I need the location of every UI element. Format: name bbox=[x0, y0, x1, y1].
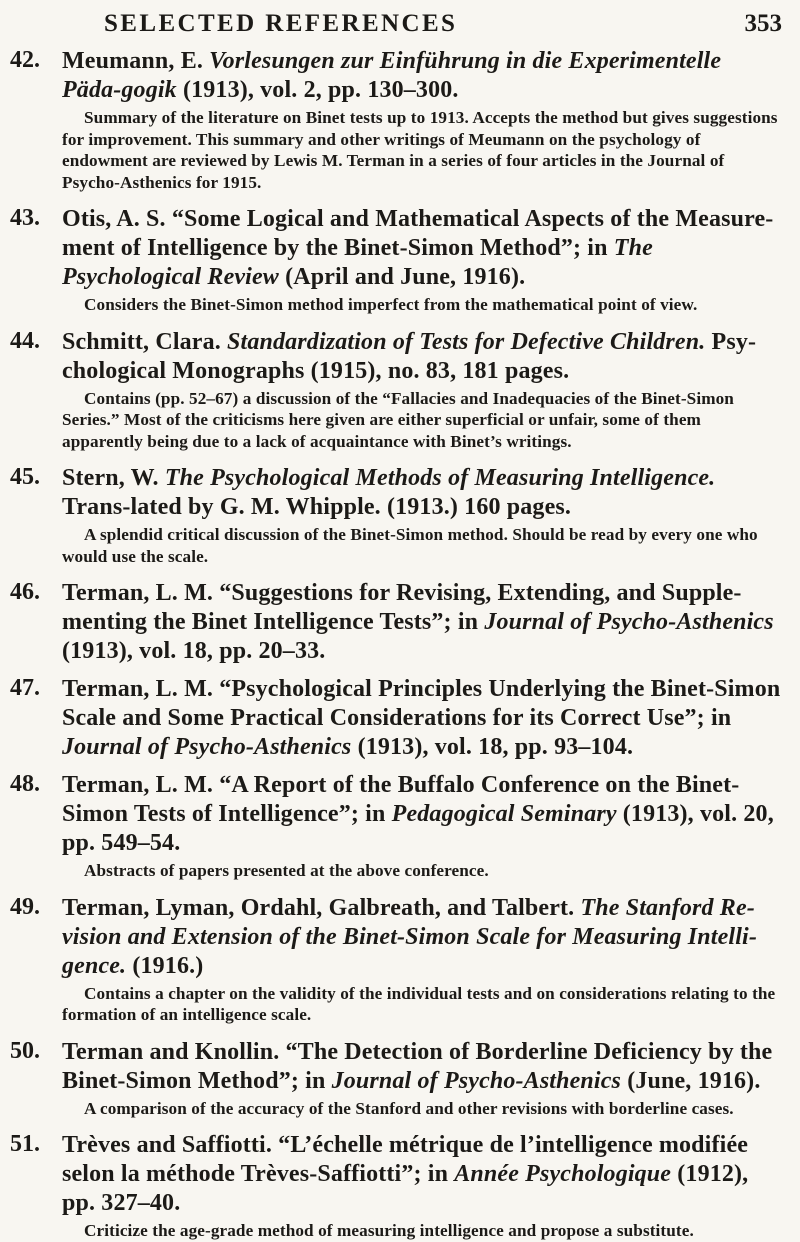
citation-title: Journal of Psycho-Asthenics bbox=[331, 1067, 622, 1094]
reference-entry bbox=[0, 894, 800, 1026]
citation-title: Pedagogical Seminary bbox=[391, 801, 617, 827]
citation bbox=[62, 894, 782, 981]
citation-title: The Stanford Re-vision and Extension of the Binet-Simon Scale for Measuring Intelli-gence. bbox=[62, 894, 757, 979]
reference-number: 45. bbox=[10, 464, 40, 490]
citation-text: (1912), pp. 327–40. bbox=[62, 1161, 749, 1216]
citation bbox=[62, 47, 782, 105]
reference-entry bbox=[0, 328, 800, 453]
citation-title: Journal of Psycho-Asthenics bbox=[62, 734, 352, 760]
citation-title: Vorlesungen zur Einführung in die Experimentelle Päda-gogik bbox=[62, 48, 722, 103]
reference-number: 47. bbox=[10, 675, 40, 701]
citation-text: Otis, A. S. “Some Logical and Mathematical Aspects of the Measure-ment of Intelligence by the Binet-Simon Method”; in bbox=[62, 206, 774, 261]
citation bbox=[62, 771, 782, 858]
annotation: Abstracts of papers presented at the above conference. bbox=[84, 861, 489, 880]
citation-text: (April and June, 1916). bbox=[278, 264, 526, 290]
citation bbox=[62, 1131, 782, 1218]
annotation: A splendid critical discussion of the Binet-Simon method. Should be read by every one who would use the scale. bbox=[62, 525, 758, 566]
reference-number: 44. bbox=[10, 327, 40, 354]
citation-title: The Psychological Methods of Measuring Intelligence. bbox=[164, 465, 716, 491]
citation-text: Terman, L. M. “A Report of the Buffalo Conference on the Binet-Simon Tests of Intelligence”; in bbox=[62, 772, 740, 827]
citation bbox=[62, 1038, 782, 1096]
running-head: SELECTED REFERENCES bbox=[104, 10, 458, 37]
reference-entry bbox=[0, 675, 800, 762]
citation-title: The Psychological Review bbox=[62, 235, 653, 290]
annotation: Contains (pp. 52–67) a discussion of the “Fallacies and Inadequacies of the Binet-Simon Series.” Most of the criticisms here given are either superficial or unfair, some of them apparently being due to a lack of acquaintance with Binet’s writings. bbox=[62, 388, 734, 451]
citation bbox=[62, 205, 782, 292]
citation bbox=[62, 675, 782, 762]
citation-text: (1916.) bbox=[126, 952, 204, 979]
annotation: Contains a chapter on the validity of the individual tests and on considerations relating to the formation of an intelligence scale. bbox=[62, 983, 776, 1024]
page-number: 353 bbox=[744, 10, 782, 37]
annotation: Summary of the literature on Binet tests up to 1913. Accepts the method but gives suggestions for improvement. This summary and other writings of Meumann on the psychology of endowment are reviewed by Lewis M. Terman in a series of four articles in the Journal of Psycho-Asthenics for 1915. bbox=[62, 108, 778, 192]
citation-text: Terman, L. M. “Psychological Principles Underlying the Binet-Simon Scale and Some Practical Considerations for its Correct Use”; in bbox=[62, 676, 781, 731]
citation-title: Journal of Psycho-Asthenics bbox=[484, 609, 774, 635]
reference-entry bbox=[0, 1038, 800, 1120]
annotation: Considers the Binet-Simon method imperfect from the mathematical point of view. bbox=[84, 295, 698, 314]
citation-text: Trèves and Saffiotti. “L’échelle métrique de l’intelligence modifiée selon la méthode Trèves-Saffiotti”; in bbox=[62, 1132, 749, 1187]
citation-text: (1913), vol. 18, pp. 93–104. bbox=[351, 734, 634, 760]
citation bbox=[62, 464, 782, 522]
citation bbox=[62, 328, 782, 386]
citation-text: (1913), vol. 18, pp. 20–33. bbox=[62, 638, 326, 664]
citation-text: Psy-chological Monographs (1915), no. 83, 181 pages. bbox=[62, 328, 757, 384]
reference-entry bbox=[0, 464, 800, 567]
citation-text: Trans-lated by G. M. Whipple. (1913.) 160 pages. bbox=[62, 494, 572, 520]
reference-entry bbox=[0, 1131, 800, 1242]
citation-text: Terman, Lyman, Ordahl, Galbreath, and Talbert. bbox=[62, 894, 581, 921]
page-header bbox=[62, 10, 782, 40]
citation-text: Stern, W. bbox=[62, 465, 165, 491]
annotation: Criticize the age-grade method of measuring intelligence and propose a substitute. bbox=[84, 1221, 694, 1240]
citation-title: Année Psychologique bbox=[454, 1161, 672, 1187]
reference-number: 49. bbox=[10, 893, 40, 920]
citation-text: (1913), vol. 2, pp. 130–300. bbox=[176, 77, 459, 103]
citation-text: Terman and Knollin. “The Detection of Borderline Deficiency by the Binet-Simon Method”; in bbox=[62, 1038, 773, 1094]
citation-text: Terman, L. M. “Suggestions for Revising, Extending, and Supple-menting the Binet Intelligence Tests”; in bbox=[62, 580, 742, 635]
reference-number: 51. bbox=[10, 1131, 40, 1157]
citation-text: Schmitt, Clara. bbox=[62, 328, 228, 355]
reference-number: 50. bbox=[10, 1037, 40, 1064]
reference-entry bbox=[0, 205, 800, 316]
reference-number: 48. bbox=[10, 771, 40, 797]
citation-text: Meumann, E. bbox=[62, 48, 210, 74]
citation bbox=[62, 579, 782, 666]
citation-title: Standardization of Tests for Defective Children. bbox=[227, 328, 706, 355]
reference-number: 46. bbox=[10, 579, 40, 605]
citation-text: (June, 1916). bbox=[621, 1067, 761, 1094]
citation-text: (1913), vol. 20, pp. 549–54. bbox=[62, 801, 774, 856]
reference-entry bbox=[0, 47, 800, 193]
reference-entry bbox=[0, 579, 800, 666]
reference-list bbox=[0, 47, 800, 1242]
reference-number: 43. bbox=[10, 205, 40, 231]
reference-entry bbox=[0, 771, 800, 882]
annotation: A comparison of the accuracy of the Stanford and other revisions with borderline cases. bbox=[84, 1098, 734, 1118]
reference-number: 42. bbox=[10, 47, 40, 73]
